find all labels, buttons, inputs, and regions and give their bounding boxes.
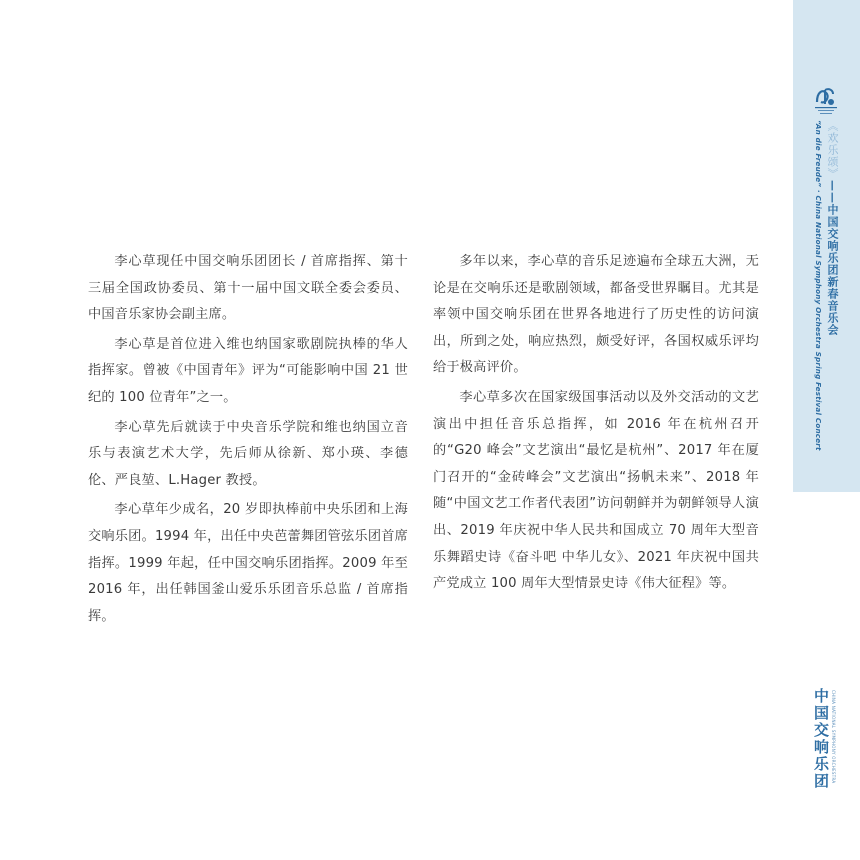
title-cn-main: 中国交响乐团新春音乐会 xyxy=(826,204,839,336)
left-text-column xyxy=(88,249,408,633)
brand-wordmark: 中国交响乐团 xyxy=(812,688,830,790)
paragraph: 李心草年少成名，20 岁即执棒前中央乐团和上海交响乐团。1994 年，出任中央芭蕾舞团管弦乐团首席指挥。1999 年起，任中国交响乐团指挥。2009 年至 2016 年，出任韩国釜山爱乐乐团音乐总监 / 首席指挥。 xyxy=(88,502,408,624)
title-english: “An die Freude” · China National Symphony Orchestra Spring Festival Concert xyxy=(814,120,823,451)
title-cn-quote: 《欢乐颂》 xyxy=(826,120,839,180)
cnso-logo-icon xyxy=(813,82,839,116)
paragraph: 多年以来，李心草的音乐足迹遍布全球五大洲，无论是在交响乐还是歌剧领域，都备受世界瞩目。尤其是率领中国交响乐团在世界各地进行了历史性的访问演出，所到之处，响应热烈，颇受好评，各国权威乐评均给于极高评价。 xyxy=(433,254,759,376)
paragraph: 李心草现任中国交响乐团团长 / 首席指挥、第十三届全国政协委员、第十一届中国文联全委会委员、中国音乐家协会副主席。 xyxy=(88,254,408,323)
paragraph: 李心草多次在国家级国事活动以及外交活动的文艺演出中担任音乐总指挥，如 2016 年在杭州召开的“G20 峰会”文艺演出“最忆是杭州”、2017 年在厦门召开的“金砖峰会”文艺演出“扬帆未来”、2018 年随“中国文艺工作者代表团”访问朝鲜并为朝鲜领导人演出、2019 年庆祝中华人民共和国成立 70 周年大型音乐舞蹈史诗《奋斗吧 中华儿女》、2021 年庆祝中国共产党成立 100 周年大型情景史诗《伟大征程》等。 xyxy=(433,389,759,592)
paragraph: 李心草是首位进入维也纳国家歌剧院执棒的华人指挥家。曾被《中国青年》评为“可能影响中国 21 世纪的 100 位青年”之一。 xyxy=(88,336,408,405)
paragraph: 李心草先后就读于中央音乐学院和维也纳国立音乐与表演艺术大学，先后师从徐新、郑小瑛、李德伦、严良堃、L.Hager 教授。 xyxy=(88,419,408,488)
sidebar-vertical-title xyxy=(813,120,858,480)
title-chinese xyxy=(825,120,839,336)
title-cn-dash: —— xyxy=(826,180,839,204)
right-text-column xyxy=(433,249,759,601)
brand-subtitle: CHINA NATIONAL SYMPHONY ORCHESTRA xyxy=(831,690,836,784)
